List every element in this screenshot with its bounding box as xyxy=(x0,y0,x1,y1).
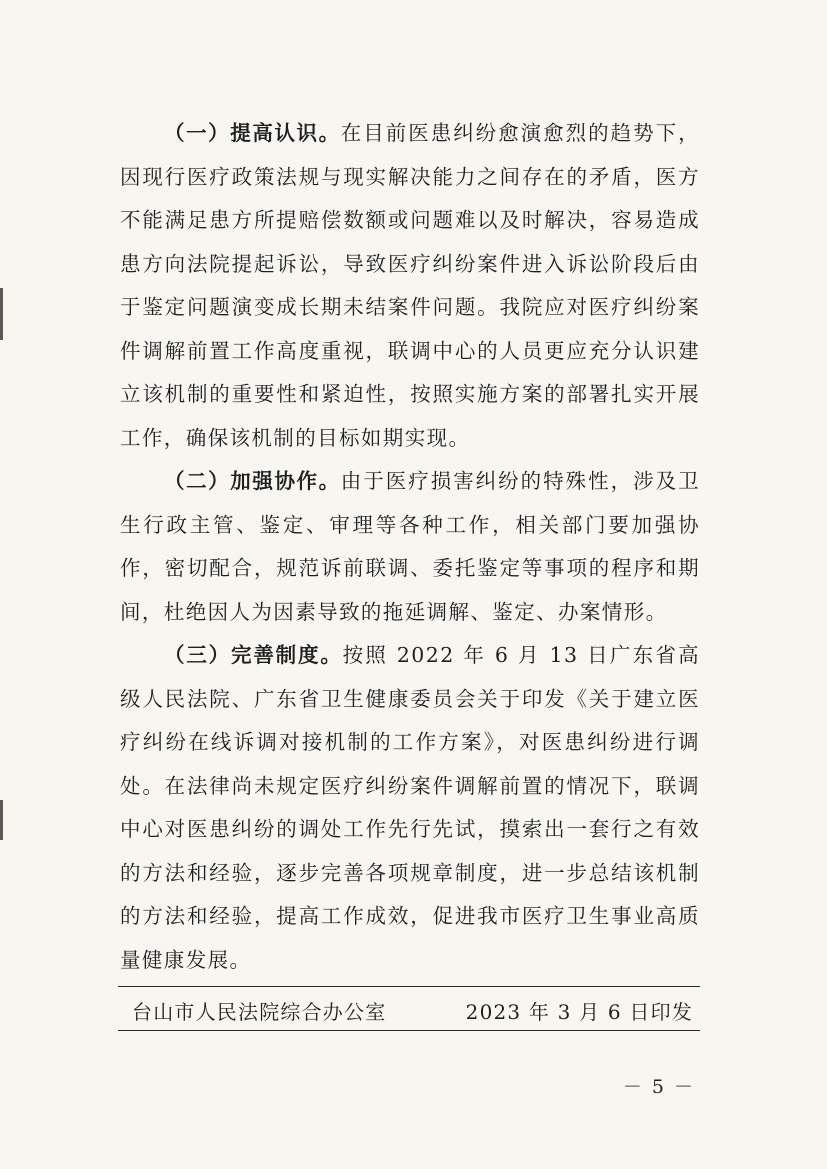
footer-rule-top xyxy=(118,986,700,987)
section-heading: （三）完善制度。 xyxy=(164,643,343,667)
page-number: － 5 － xyxy=(622,1076,695,1098)
section-text: 在目前医患纠纷愈演愈烈的趋势下，因现行医疗政策法规与现实解决能力之间存在的矛盾，医方不能满足患方所提赔偿数额或问题难以及时解决，容易造成患方向法院提起诉讼，导致医疗纠纷案件进入诉讼阶段后由于鉴定问题演变成长期未结案件问题。我院应对医疗纠纷案件调解前置工作高度重视，联调中心的人员更应充分认识建立该机制的重要性和紧迫性，按照实施方案的部署扎实开展工作，确保该机制的目标如期实现。 xyxy=(120,121,700,450)
section-text: 由于医疗损害纠纷的特殊性，涉及卫生行政主管、鉴定、审理等各种工作，相关部门要加强协作，密切配合，规范诉前联调、委托鉴定等事项的程序和期间，杜绝因人为因素导致的拖延调解、鉴定、办案情形。 xyxy=(120,469,700,624)
section-paragraph xyxy=(120,634,700,982)
body-text xyxy=(120,112,700,982)
footer-issuer: 台山市人民法院综合办公室 xyxy=(132,1000,387,1024)
binding-mark xyxy=(0,288,3,340)
footer-date: 2023 年 3 月 6 日印发 xyxy=(465,1000,693,1024)
section-heading: （二）加强协作。 xyxy=(164,469,341,493)
binding-mark xyxy=(0,800,3,840)
section-paragraph xyxy=(120,112,700,460)
section-heading: （一）提高认识。 xyxy=(164,121,341,145)
section-paragraph xyxy=(120,460,700,634)
footer-rule-bottom xyxy=(118,1030,700,1031)
section-text: 按照 2022 年 6 月 13 日广东省高级人民法院、广东省卫生健康委员会关于印发《关于建立医疗纠纷在线诉调对接机制的工作方案》，对医患纠纷进行调处。在法律尚未规定医疗纠纷案件调解前置的情况下，联调中心对医患纠纷的调处工作先行先试，摸索出一套行之有效的方法和经验，逐步完善各项规章制度，进一步总结该机制的方法和经验，提高工作成效，促进我市医疗卫生事业高质量健康发展。 xyxy=(120,643,700,972)
